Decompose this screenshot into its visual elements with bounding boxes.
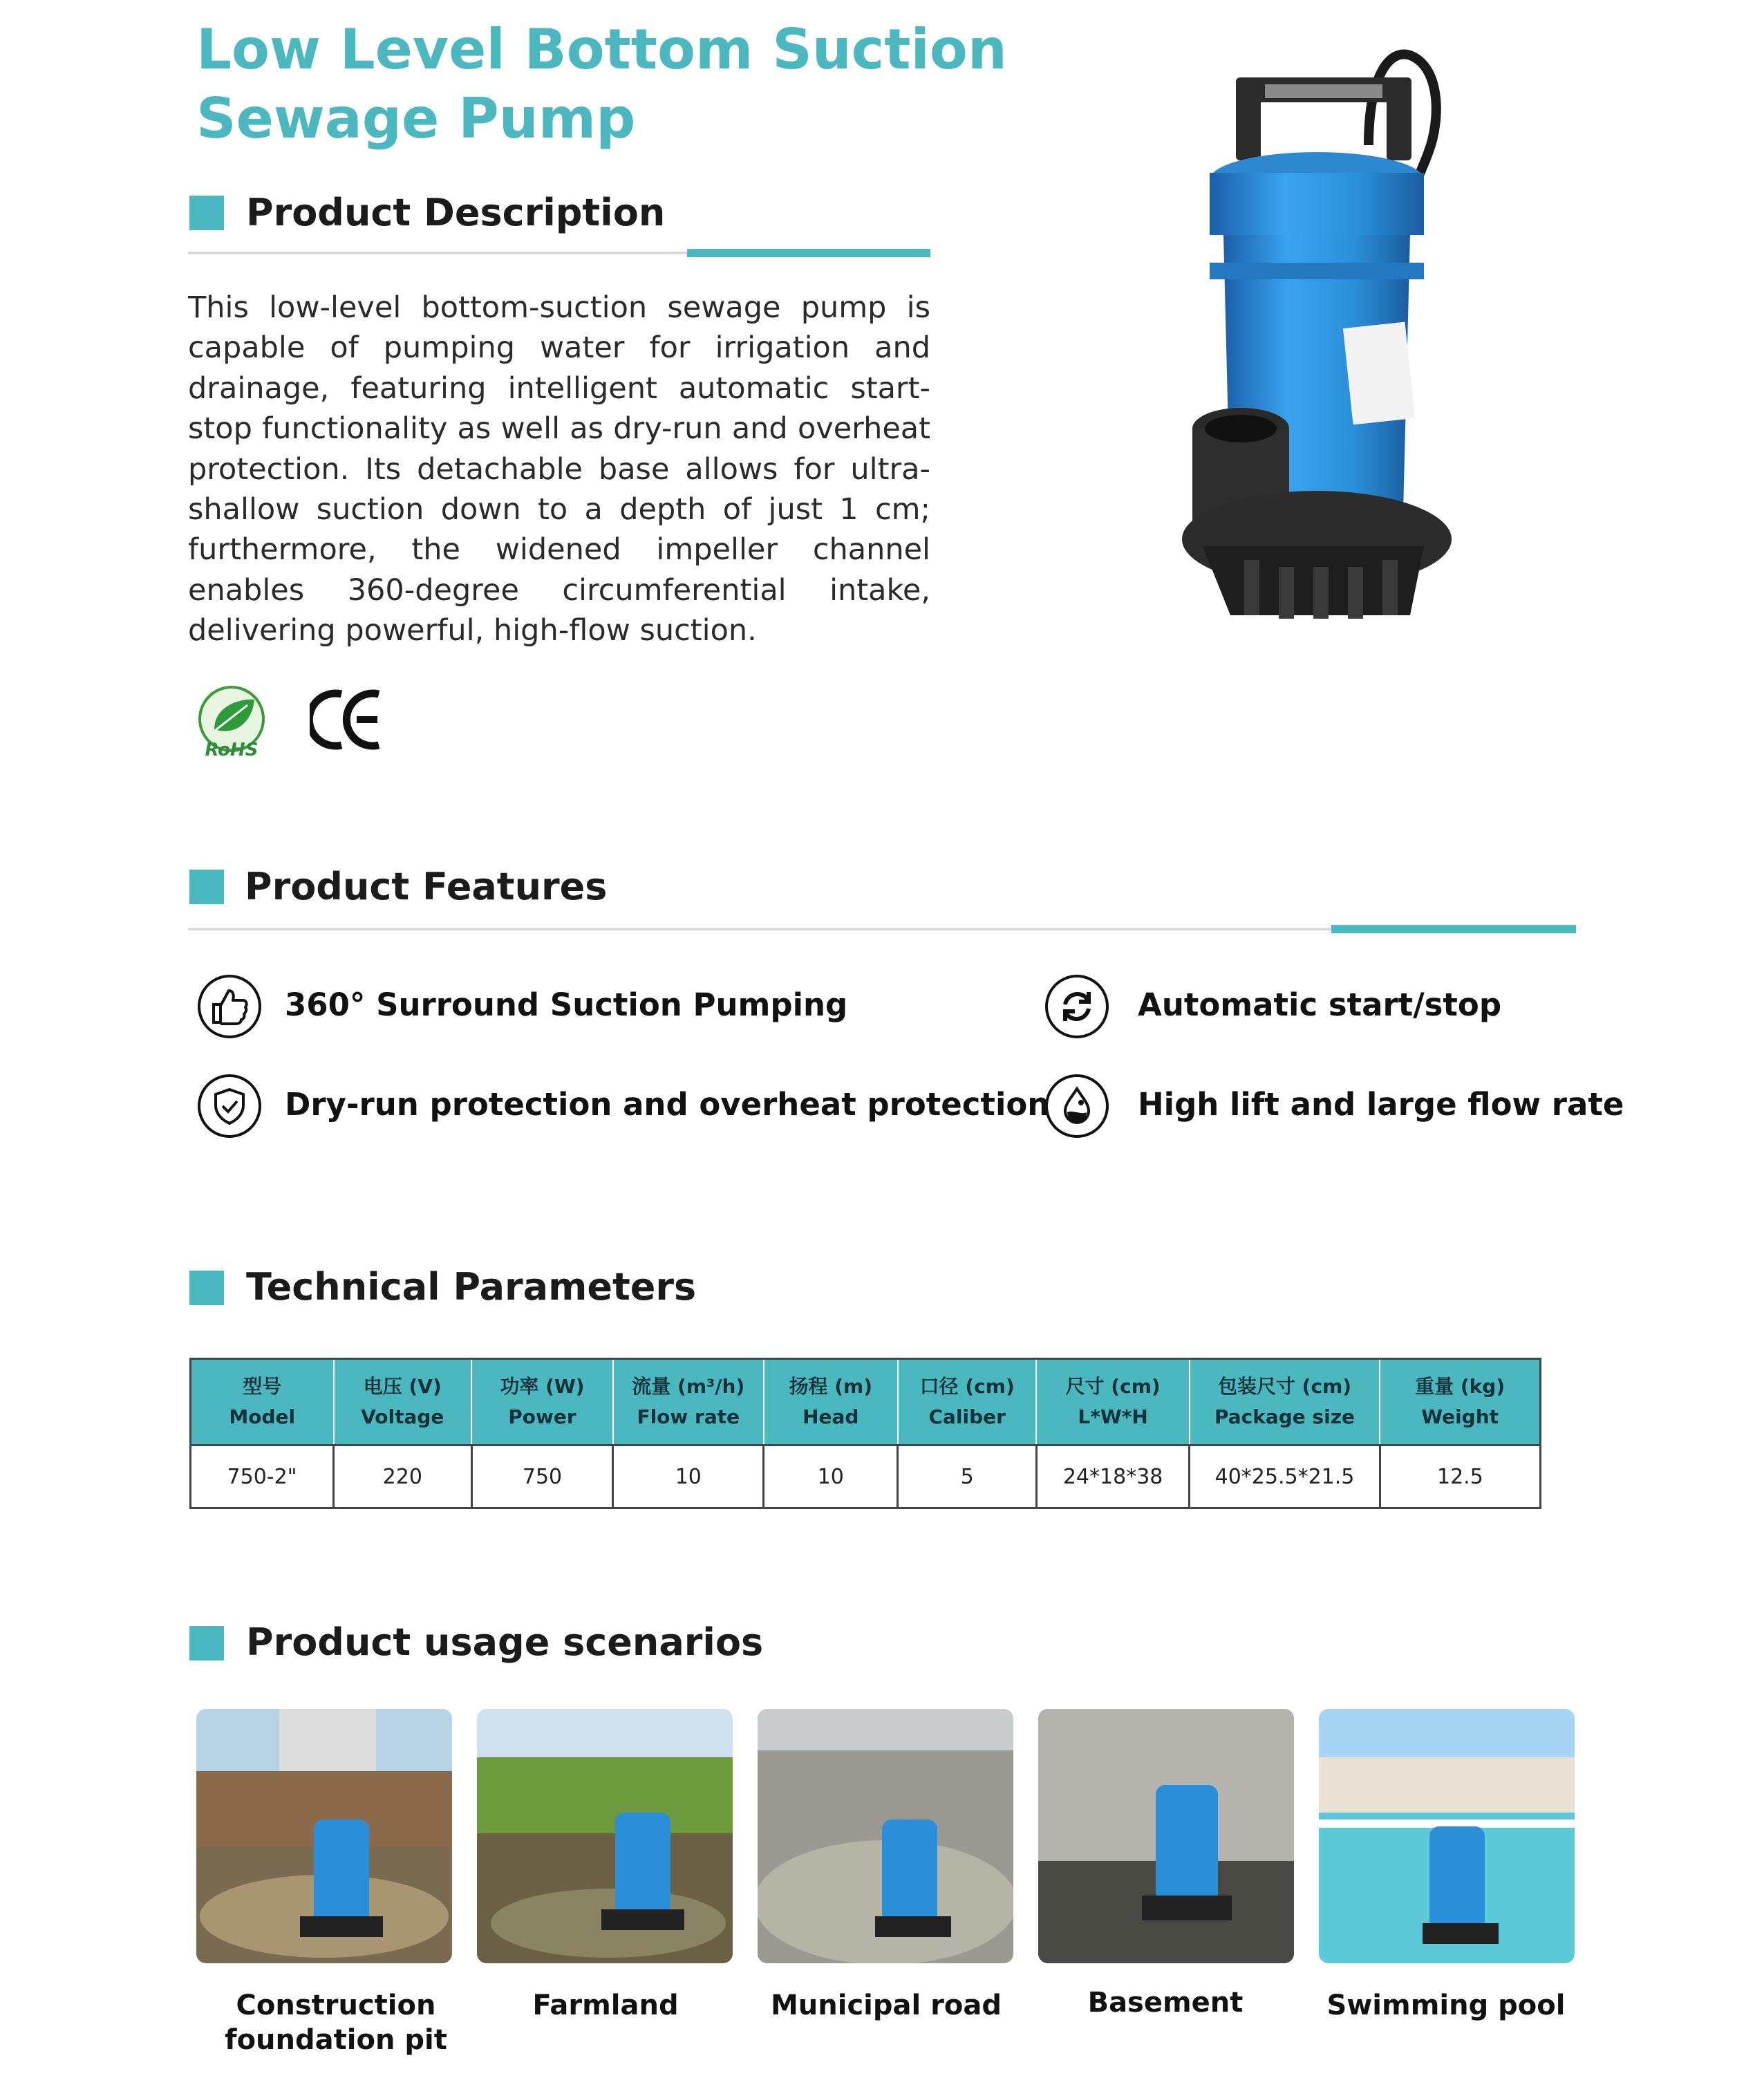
scenario-label: Swimming pool xyxy=(1326,1990,1566,2021)
scenarios-heading: Product usage scenarios xyxy=(246,1620,764,1664)
description-text: This low-level bottom-suction sewage pump is capable of pumping water for irrigation and drainage, featuring intelligent automatic start-stop functionality as well as dry-run and overheat protection. Its detachable base allows for ultra-shallow suction down to a depth of just 1 cm; furthermore, the widened impeller channel enables 360-degree circumferential intake, delivering powerful, high-flow suction. xyxy=(188,290,930,648)
table-cell: 750-2" xyxy=(191,1445,334,1508)
section-marker xyxy=(189,196,224,230)
page-title xyxy=(196,15,1007,153)
table-cell: 40*25.5*21.5 xyxy=(1190,1445,1380,1508)
divider-accent xyxy=(687,249,930,257)
table-header-cell: 流量 (m³/h) Flow rate xyxy=(613,1359,764,1445)
scenario-label: Construction foundation pit xyxy=(225,1990,447,2056)
parameters-heading: Technical Parameters xyxy=(246,1265,697,1309)
table-header-cell: 电压 (V) Voltage xyxy=(334,1359,472,1445)
description-heading: Product Description xyxy=(246,191,666,234)
page-title-line1: Low Level Bottom Suction xyxy=(196,17,1007,82)
divider-accent xyxy=(1331,925,1576,933)
feature-label: High lift and large flow rate xyxy=(1138,1086,1624,1123)
table-header-cell: 扬程 (m) Head xyxy=(764,1359,898,1445)
table-row xyxy=(191,1445,1541,1508)
scenario-label: Basement xyxy=(1087,1987,1244,2019)
table-header-row xyxy=(191,1359,1541,1445)
scenario-photo-farmland xyxy=(477,1709,733,1963)
feature-label: Automatic start/stop xyxy=(1138,986,1502,1023)
scenario-photo-basement xyxy=(1038,1709,1294,1963)
feature-label: Dry-run protection and overheat protection xyxy=(285,1086,1050,1123)
shield-check-icon xyxy=(198,1074,261,1138)
table-cell: 750 xyxy=(471,1445,613,1508)
water-drop-icon xyxy=(1045,1074,1109,1138)
refresh-icon xyxy=(1045,975,1109,1038)
scenario-photo-municipal-road xyxy=(758,1709,1013,1963)
table-cell: 5 xyxy=(898,1445,1037,1508)
rohs-logo xyxy=(194,684,270,760)
table-cell: 10 xyxy=(613,1445,764,1508)
parameters-table xyxy=(189,1358,1541,1509)
page-title-line2: Sewage Pump xyxy=(196,86,636,151)
ce-mark xyxy=(310,689,386,751)
table-cell: 10 xyxy=(764,1445,898,1508)
table-header-cell: 功率 (W) Power xyxy=(471,1359,613,1445)
table-cell: 24*18*38 xyxy=(1036,1445,1189,1508)
table-header-cell: 尺寸 (cm) L*W*H xyxy=(1036,1359,1189,1445)
feature-label: 360° Surround Suction Pumping xyxy=(285,986,848,1023)
table-header-cell: 重量 (kg) Weight xyxy=(1380,1359,1540,1445)
section-marker xyxy=(189,1626,224,1660)
thumbs-up-icon xyxy=(198,975,261,1038)
section-marker xyxy=(189,1271,224,1305)
table-cell: 12.5 xyxy=(1380,1445,1540,1508)
table-header-cell: 型号 Model xyxy=(191,1359,334,1445)
table-header-cell: 包装尺寸 (cm) Package size xyxy=(1190,1359,1380,1445)
scenario-photo-construction xyxy=(196,1709,452,1963)
scenario-photo-swimming-pool xyxy=(1319,1709,1575,1963)
section-marker xyxy=(189,870,224,904)
table-header-cell: 口径 (cm) Caliber xyxy=(898,1359,1037,1445)
features-heading: Product Features xyxy=(245,865,608,908)
rohs-text: RoHS xyxy=(205,740,259,760)
table-cell: 220 xyxy=(334,1445,472,1508)
scenario-label: Farmland xyxy=(532,1990,679,2021)
pump-product-image xyxy=(1161,35,1465,622)
scenario-label: Municipal road xyxy=(771,1990,1002,2021)
